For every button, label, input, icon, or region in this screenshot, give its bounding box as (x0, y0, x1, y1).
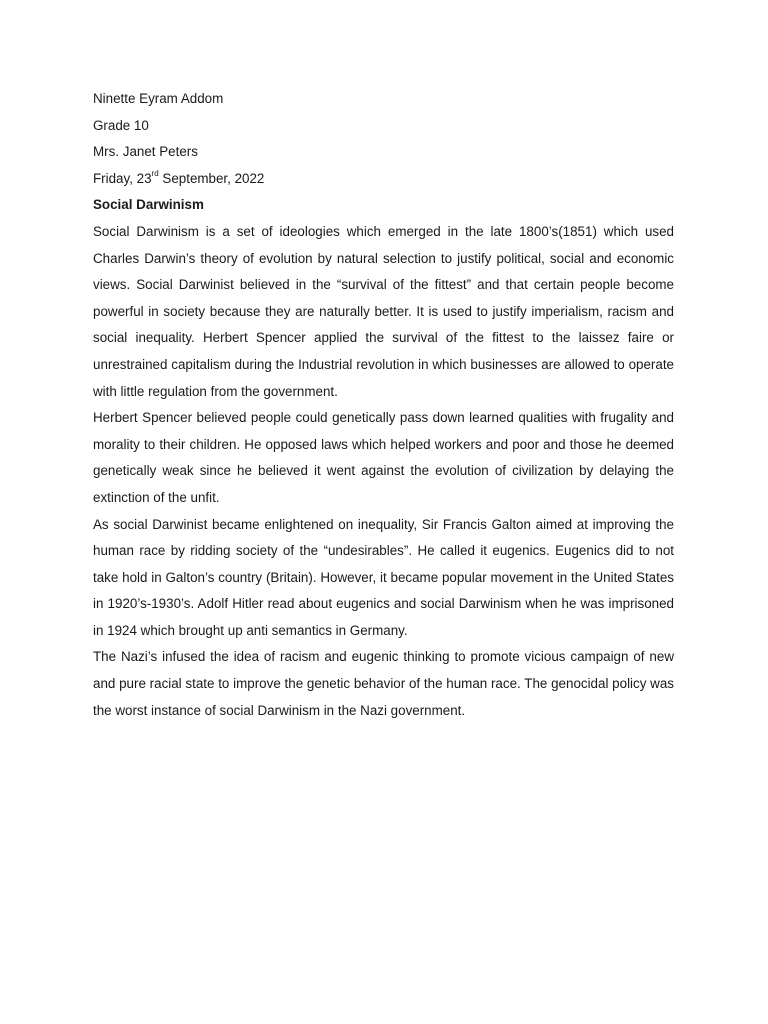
document-body (93, 86, 674, 724)
teacher-name: Mrs. Janet Peters (93, 144, 198, 160)
grade-line: Grade 10 (93, 117, 149, 133)
date-suffix: September, 2022 (158, 170, 265, 186)
paragraph-1: Social Darwinism is a set of ideologies which emerged in the late 1800’s(1851) which used Charles Darwin’s theory of evolution by natural selection to justify political, social and economic views. Social Darwinist believed in the “survival of the fittest” and that certain people become powerful in society because they are naturally better. It is used to justify imperialism, racism and social inequality. Herbert Spencer applied the survival of the fittest to the laissez faire or unrestrained capitalism during the Industrial revolution in which businesses are allowed to operate with little regulation from the government. (93, 223, 674, 399)
date-line (93, 166, 674, 193)
date-ordinal-suffix: rd (151, 169, 159, 179)
paragraph-3: As social Darwinist became enlightened on inequality, Sir Francis Galton aimed at improving the human race by ridding society of the “undesirables”. He called it eugenics. Eugenics did to not take hold in Galton’s country (Britain). However, it became popular movement in the United States in 1920’s-1930’s. Adolf Hitler read about eugenics and social Darwinism when he was imprisoned in 1924 which brought up anti semantics in Germany. (93, 516, 674, 638)
student-name: Ninette Eyram Addom (93, 91, 224, 106)
paragraph-4: The Nazi’s infused the idea of racism and eugenic thinking to promote vicious campaign of new and pure racial state to improve the genetic behavior of the human race. The genocidal policy was the worst instance of social Darwinism in the Nazi government. (93, 649, 674, 718)
essay-title: Social Darwinism (93, 197, 204, 213)
date-prefix: Friday, 23 (93, 170, 152, 186)
paragraph-2: Herbert Spencer believed people could genetically pass down learned qualities with frugality and morality to their children. He opposed laws which helped workers and poor and those he deemed genetically weak since he believed it went against the evolution of civilization by delaying the extinction of the unfit. (93, 410, 674, 505)
